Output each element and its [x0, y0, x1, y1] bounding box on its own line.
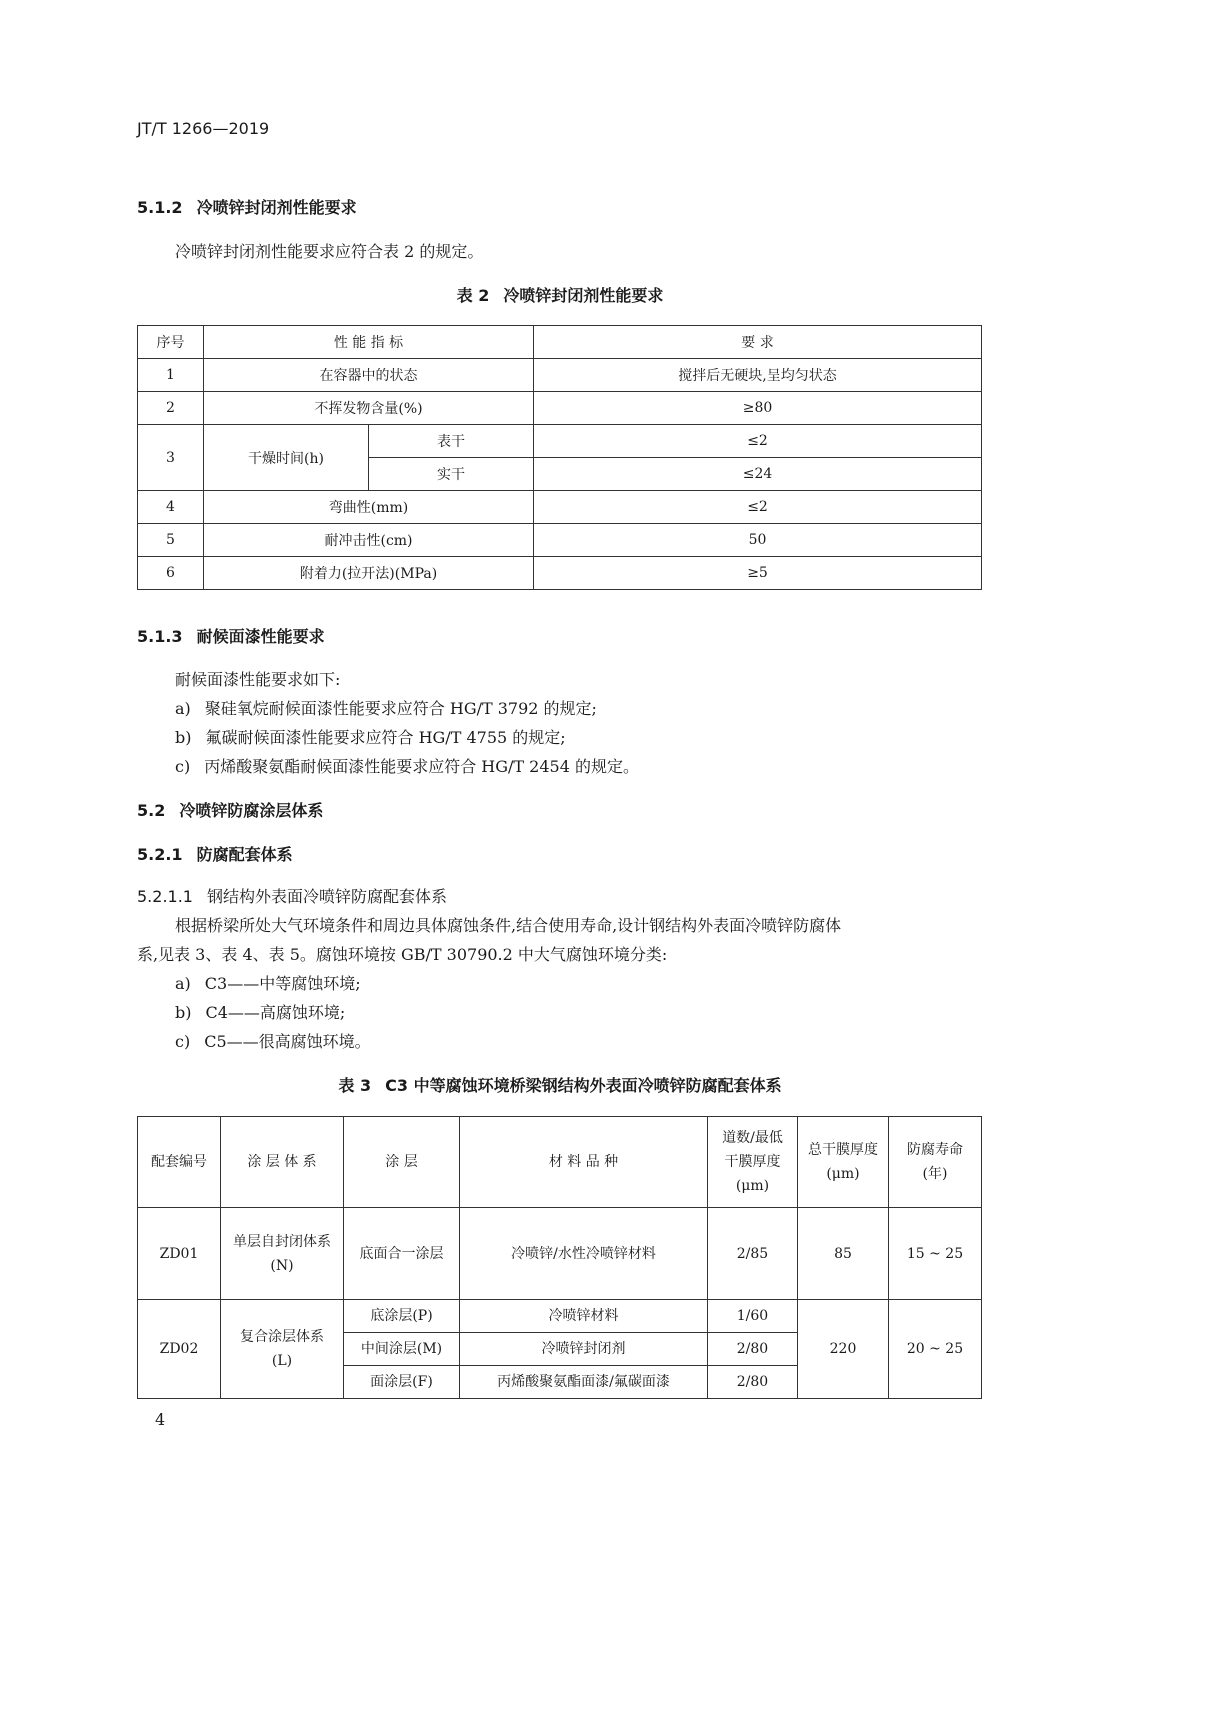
- cell-total-thickness: 85: [798, 1208, 889, 1300]
- section-number: 5.2.1: [137, 845, 183, 864]
- section-title: 耐候面漆性能要求: [196, 627, 325, 646]
- cell-code: ZD01: [138, 1208, 221, 1300]
- cell-index: 4: [138, 491, 204, 524]
- table-row: [138, 1208, 982, 1300]
- cell-system: [221, 1208, 344, 1300]
- header-total-thickness: [798, 1117, 889, 1208]
- paragraph-line: 系,见表 3、表 4、表 5。腐蚀环境按 GB/T 30790.2 中大气腐蚀环境分类:: [137, 945, 668, 964]
- cell-material: 丙烯酸聚氨酯面漆/氟碳面漆: [460, 1366, 708, 1399]
- list-item: [175, 754, 639, 777]
- caption-number: 表 2: [456, 286, 490, 305]
- cell-requirement: ≥5: [534, 557, 982, 590]
- cell-code: ZD02: [138, 1300, 221, 1399]
- header-requirement: 要 求: [534, 326, 982, 359]
- list-label: a): [175, 974, 191, 993]
- cell-index: 2: [138, 392, 204, 425]
- section-5-2-1-1-heading: [137, 884, 447, 907]
- section-number: 5.1.3: [137, 627, 183, 646]
- page-number: 4: [155, 1410, 166, 1429]
- list-item: [175, 696, 597, 719]
- section-5-2-heading: [137, 798, 323, 821]
- header-line: 防腐寿命: [907, 1142, 963, 1158]
- header-line: 总干膜厚度: [808, 1142, 878, 1158]
- list-text: C4——高腐蚀环境;: [205, 1003, 346, 1022]
- table-row: [138, 425, 982, 458]
- cell-coat: 中间涂层(M): [344, 1333, 460, 1366]
- table-row: [138, 524, 982, 557]
- header-passes: [708, 1117, 798, 1208]
- cell-passes: 1/60: [708, 1300, 798, 1333]
- section-number: 5.1.2: [137, 198, 183, 217]
- table-3: [137, 1116, 982, 1399]
- cell-property: 弯曲性(mm): [204, 491, 534, 524]
- table-2-caption: [0, 283, 1120, 306]
- section-title: 冷喷锌防腐涂层体系: [179, 801, 324, 820]
- table-header-row: [138, 1117, 982, 1208]
- cell-property: 耐冲击性(cm): [204, 524, 534, 557]
- cell-index: 5: [138, 524, 204, 557]
- cell-requirement: ≤2: [534, 491, 982, 524]
- cell-subproperty: 表干: [369, 425, 534, 458]
- list-text: C5——很高腐蚀环境。: [204, 1032, 371, 1051]
- cell-service-life: 20 ~ 25: [889, 1300, 982, 1399]
- cell-property: 干燥时间(h): [204, 425, 369, 491]
- caption-number: 表 3: [338, 1076, 372, 1095]
- list-item: [175, 971, 361, 994]
- list-item: [175, 725, 566, 748]
- cell-coat: 面涂层(F): [344, 1366, 460, 1399]
- header-line: (μm): [826, 1166, 860, 1182]
- header-code: 配套编号: [138, 1117, 221, 1208]
- list-label: c): [175, 757, 191, 776]
- cell-passes: 2/80: [708, 1333, 798, 1366]
- table-2: [137, 325, 982, 590]
- list-text: 聚硅氧烷耐候面漆性能要求应符合 HG/T 3792 的规定;: [204, 699, 597, 718]
- section-title: 钢结构外表面冷喷锌防腐配套体系: [206, 887, 447, 906]
- section-number: 5.2: [137, 801, 166, 820]
- section-title: 冷喷锌封闭剂性能要求: [196, 198, 357, 217]
- cell-property: 附着力(拉开法)(MPa): [204, 557, 534, 590]
- section-number: 5.2.1.1: [137, 887, 193, 906]
- cell-system: [221, 1300, 344, 1399]
- list-label: c): [175, 1032, 191, 1051]
- cell-material: 冷喷锌封闭剂: [460, 1333, 708, 1366]
- cell-requirement: ≤2: [534, 425, 982, 458]
- section-5-2-1-heading: [137, 842, 293, 865]
- cell-material: 冷喷锌材料: [460, 1300, 708, 1333]
- cell-material: 冷喷锌/水性冷喷锌材料: [460, 1208, 708, 1300]
- cell-line: (L): [271, 1353, 293, 1369]
- cell-total-thickness: 220: [798, 1300, 889, 1399]
- header-property: 性 能 指 标: [204, 326, 534, 359]
- cell-line: 单层自封闭体系: [233, 1233, 331, 1250]
- header-material: 材 料 品 种: [460, 1117, 708, 1208]
- cell-coat: 底面合一涂层: [344, 1208, 460, 1300]
- table-header-row: [138, 326, 982, 359]
- cell-requirement: ≥80: [534, 392, 982, 425]
- list-label: b): [175, 728, 192, 747]
- table-row: [138, 491, 982, 524]
- header-line: 干膜厚度: [724, 1154, 781, 1170]
- header-line: 道数/最低: [722, 1130, 783, 1146]
- cell-line: (N): [270, 1257, 294, 1274]
- cell-line: 复合涂层体系: [240, 1329, 324, 1345]
- table-row: [138, 392, 982, 425]
- cell-index: 1: [138, 359, 204, 392]
- paragraph-line: 根据桥梁所处大气环境条件和周边具体腐蚀条件,结合使用寿命,设计钢结构外表面冷喷锌防腐体: [175, 916, 842, 935]
- header-system: 涂 层 体 系: [221, 1117, 344, 1208]
- section-title: 防腐配套体系: [196, 845, 293, 864]
- table-row: [138, 1300, 982, 1333]
- document-code-header: JT/T 1266—2019: [137, 119, 270, 138]
- list-item: [175, 1029, 371, 1052]
- caption-title: C3 中等腐蚀环境桥梁钢结构外表面冷喷锌防腐配套体系: [385, 1076, 782, 1095]
- cell-service-life: 15 ~ 25: [889, 1208, 982, 1300]
- cell-index: 6: [138, 557, 204, 590]
- cell-index: 3: [138, 425, 204, 491]
- table-row: [138, 359, 982, 392]
- header-service-life: [889, 1117, 982, 1208]
- section-5-1-2-paragraph: 冷喷锌封闭剂性能要求应符合表 2 的规定。: [175, 242, 484, 261]
- cell-property: 在容器中的状态: [204, 359, 534, 392]
- section-5-1-3-heading: [137, 624, 325, 647]
- header-line: (年): [922, 1166, 948, 1182]
- list-text: 丙烯酸聚氨酯耐候面漆性能要求应符合 HG/T 2454 的规定。: [204, 757, 639, 776]
- header-line: (μm): [735, 1178, 770, 1194]
- cell-requirement: 50: [534, 524, 982, 557]
- section-5-1-3-intro: 耐候面漆性能要求如下:: [175, 670, 341, 689]
- caption-title: 冷喷锌封闭剂性能要求: [503, 286, 664, 305]
- list-label: a): [175, 699, 191, 718]
- list-text: 氟碳耐候面漆性能要求应符合 HG/T 4755 的规定;: [205, 728, 566, 747]
- header-coat: 涂 层: [344, 1117, 460, 1208]
- cell-requirement: 搅拌后无硬块,呈均匀状态: [534, 359, 982, 392]
- section-5-1-2-heading: [137, 195, 357, 218]
- cell-passes: 2/80: [708, 1366, 798, 1399]
- cell-passes: 2/85: [708, 1208, 798, 1300]
- cell-requirement: ≤24: [534, 458, 982, 491]
- list-text: C3——中等腐蚀环境;: [204, 974, 361, 993]
- cell-coat: 底涂层(P): [344, 1300, 460, 1333]
- list-item: [175, 1000, 345, 1023]
- header-index: 序号: [138, 326, 204, 359]
- cell-subproperty: 实干: [369, 458, 534, 491]
- table-3-caption: [0, 1073, 1120, 1096]
- cell-property: 不挥发物含量(%): [204, 392, 534, 425]
- table-row: [138, 557, 982, 590]
- list-label: b): [175, 1003, 192, 1022]
